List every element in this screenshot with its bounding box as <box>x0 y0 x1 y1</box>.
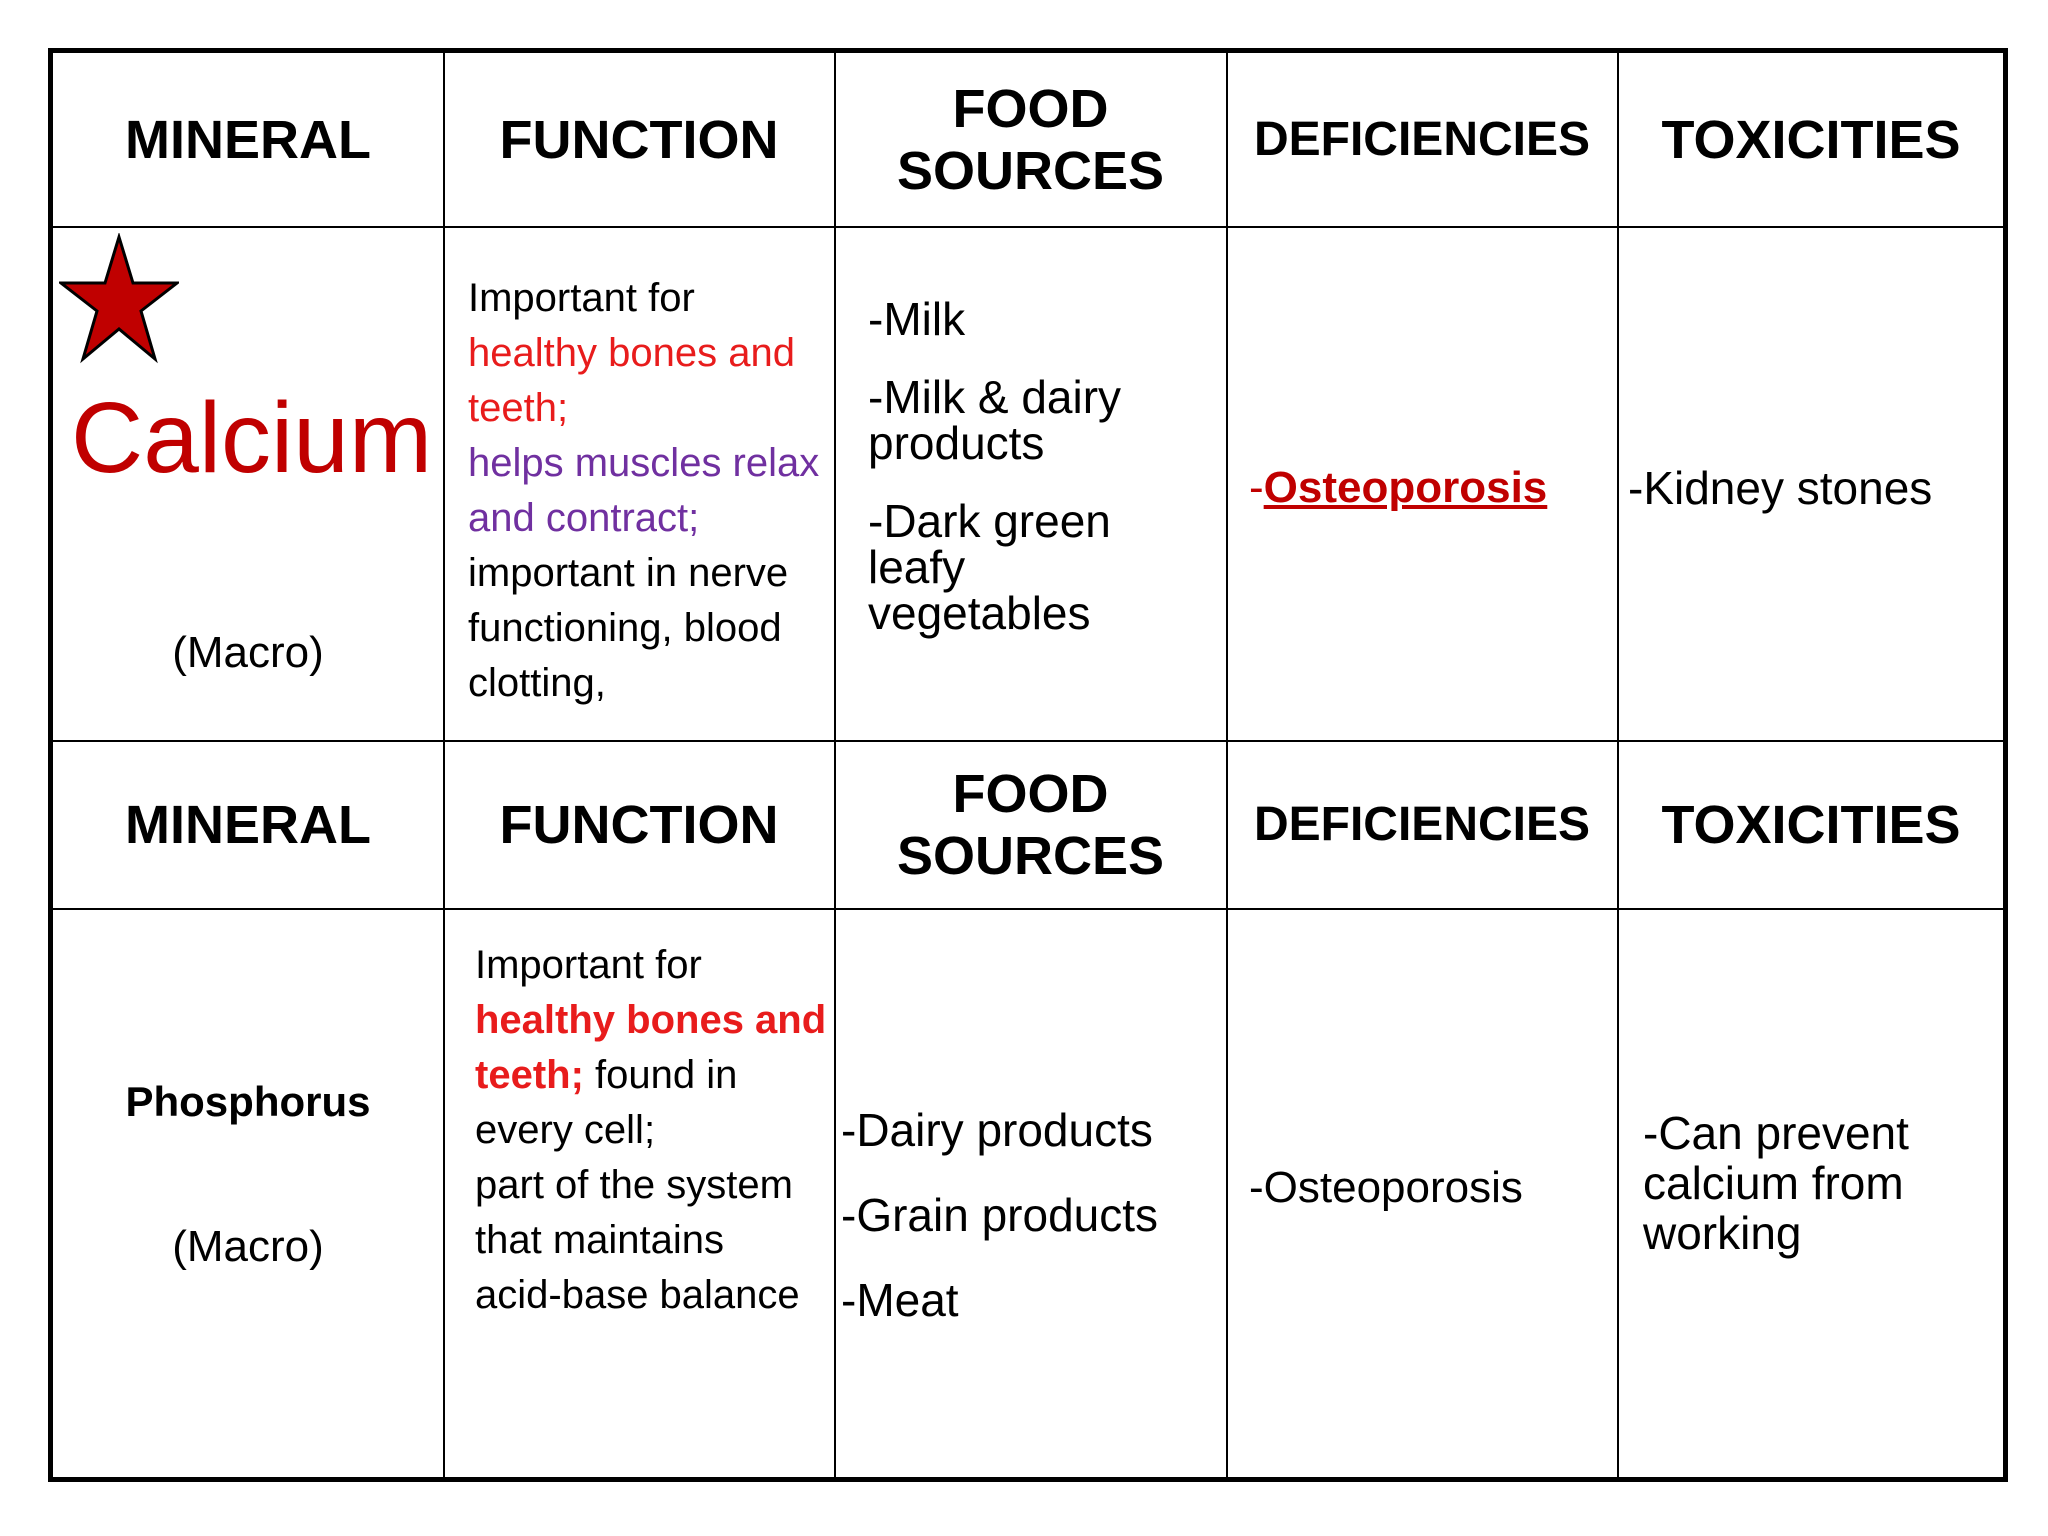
header-label: FUNCTION <box>499 109 779 170</box>
food-source-item: -Grain products <box>841 1189 1159 1241</box>
food-source-text: leafy <box>868 541 966 593</box>
function-text: Important for <box>468 276 695 320</box>
mineral-name: Calcium <box>71 382 433 494</box>
header-function <box>444 53 834 226</box>
header-label: TOXICITIES <box>1661 109 1961 170</box>
mineral-type: (Macro) <box>172 1222 324 1271</box>
food-source-item <box>868 371 1218 469</box>
toxicity-text: working <box>1643 1207 1802 1259</box>
calcium-mineral-cell <box>53 228 443 740</box>
header-label: SOURCES <box>896 140 1165 201</box>
function-text-highlight: healthy bones and <box>475 998 827 1042</box>
header-label: FOOD <box>952 764 1109 824</box>
function-text-highlight: teeth; <box>468 386 569 430</box>
function-text: important in nerve <box>468 551 789 595</box>
calcium-toxicity <box>1628 461 1998 515</box>
header-mineral <box>53 53 443 226</box>
header-food-sources <box>835 742 1226 908</box>
header-toxicities <box>1618 742 2004 908</box>
food-source-text: vegetables <box>868 587 1091 639</box>
food-source-item: -Meat <box>841 1274 959 1326</box>
calcium-deficiency <box>1249 463 1609 513</box>
function-text: acid-base balance <box>475 1273 800 1317</box>
mineral-name: Phosphorus <box>125 1078 371 1125</box>
header-function <box>444 742 834 908</box>
header-food-sources <box>835 53 1226 226</box>
calcium-food-sources <box>868 293 1218 668</box>
header-label: MINERAL <box>125 109 371 170</box>
food-source-text: products <box>868 417 1045 469</box>
function-text: every cell; <box>475 1108 656 1152</box>
phosphorus-food-sources <box>841 1088 1221 1343</box>
function-text: part of the system <box>475 1163 793 1207</box>
deficiency-dash: - <box>1249 463 1264 512</box>
phosphorus-function <box>475 938 837 1323</box>
toxicity-text: calcium from <box>1643 1157 1904 1209</box>
header-label: MINERAL <box>125 795 371 855</box>
function-text-highlight: healthy bones and <box>468 331 795 375</box>
deficiency-text: Osteoporosis <box>1263 463 1548 512</box>
header-deficiencies <box>1227 742 1617 908</box>
header-mineral <box>53 742 443 908</box>
function-text: found in <box>583 1053 738 1097</box>
toxicity-text: -Kidney stones <box>1628 462 1933 514</box>
food-source-item: -Dairy products <box>841 1104 1153 1156</box>
header-label: SOURCES <box>896 826 1165 886</box>
function-text-line <box>475 1048 837 1103</box>
header-label: FUNCTION <box>499 795 779 855</box>
phosphorus-toxicity <box>1643 1108 1998 1258</box>
function-text-purple: helps muscles relax <box>468 441 820 485</box>
mineral-type: (Macro) <box>172 628 324 677</box>
calcium-function <box>468 271 838 711</box>
header-label: TOXICITIES <box>1661 795 1961 855</box>
food-source-item <box>868 495 1218 639</box>
function-text-highlight: teeth; <box>475 1053 584 1097</box>
phosphorus-mineral-cell <box>53 910 443 1480</box>
toxicity-text: -Can prevent <box>1643 1107 1909 1159</box>
star-icon <box>59 233 179 365</box>
header-label: FOOD <box>952 78 1109 139</box>
food-source-text: -Milk & dairy <box>868 371 1122 423</box>
header-deficiencies <box>1227 53 1617 226</box>
function-text: that maintains <box>475 1218 725 1262</box>
food-source-text: -Dark green <box>868 495 1111 547</box>
function-text-purple: and contract; <box>468 496 700 540</box>
header-label: DEFICIENCIES <box>1253 112 1591 166</box>
phosphorus-deficiency <box>1249 1163 1609 1213</box>
function-text: functioning, blood <box>468 606 782 650</box>
deficiency-text: -Osteoporosis <box>1249 1163 1523 1212</box>
food-source-item <box>868 293 1218 345</box>
header-toxicities <box>1618 53 2004 226</box>
food-source-text: -Milk <box>868 293 966 345</box>
function-text: clotting, <box>468 661 606 705</box>
header-label: DEFICIENCIES <box>1253 798 1591 851</box>
function-text: Important for <box>475 943 702 987</box>
minerals-table <box>48 48 2008 1482</box>
